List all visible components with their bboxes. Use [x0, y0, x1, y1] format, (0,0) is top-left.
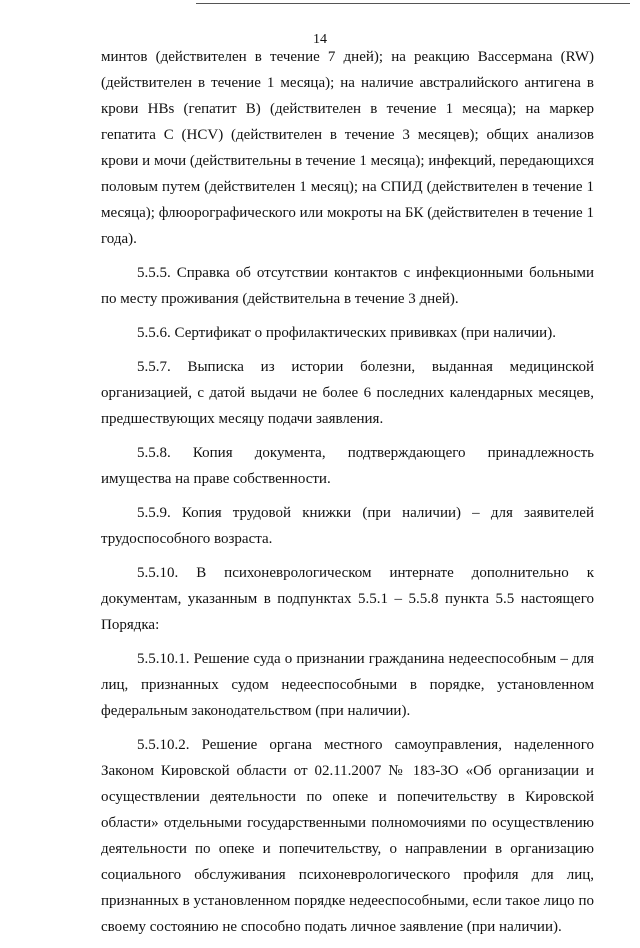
paragraph-5-5-5: 5.5.5. Справка об отсутствии контактов с инфекционными больными по месту проживания (действительна в течение 3 дней).	[101, 265, 594, 307]
paragraph-5-5-9: 5.5.9. Копия трудовой книжки (при наличии) – для заявителей трудоспособного возраста.	[101, 505, 594, 547]
document-body	[101, 44, 594, 948]
top-border-line	[196, 3, 630, 4]
paragraph-5-5-10: 5.5.10. В психоневрологическом интернате дополнительно к документам, указанным в подпунктах 5.5.1 – 5.5.8 пункта 5.5 настоящего Порядка:	[101, 565, 594, 633]
paragraph-5-5-10-1: 5.5.10.1. Решение суда о признании гражданина недееспособным – для лиц, признанных судом недееспособными в порядке, установленном федеральным законодательством (при наличии).	[101, 651, 594, 719]
paragraph-continuation: минтов (действителен в течение 7 дней); на реакцию Вассермана (RW) (действителен в течение 1 месяца); на наличие австралийского антигена в крови HBs (гепатит В) (действителен в течение 1 месяца); на маркер гепатита С (HCV) (действителен в течение 3 месяцев); общих анализов крови и мочи (действительны в течение 1 месяца); инфекций, передающихся половым путем (действителен 1 месяц); на СПИД (действителен в течение 1 месяца); флюорографического или мокроты на БК (действителен в течение 1 года).	[101, 49, 594, 247]
paragraph-5-5-6: 5.5.6. Сертификат о профилактических прививках (при наличии).	[137, 325, 556, 341]
page-number: 14	[313, 32, 327, 47]
paragraph-5-5-10-2: 5.5.10.2. Решение органа местного самоуправления, наделенного Законом Кировской области от 02.11.2007 № 183-ЗО «Об организации и осуществлении деятельности по опеке и попечительству в Кировской области» отдельными государственными полномочиями по осуществлению деятельности по опеке и попечительству, о направлении в организацию социального обслуживания психоневрологического профиля для лиц, признанных в установленном порядке недееспособными, если такое лицо по своему состоянию не способно подать личное заявление (при наличии).	[101, 737, 594, 935]
paragraph-5-5-8: 5.5.8. Копия документа, подтверждающего принадлежность имущества на праве собственности.	[101, 445, 594, 487]
paragraph-5-5-7: 5.5.7. Выписка из истории болезни, выданная медицинской организацией, с датой выдачи не более 6 последних календарных месяцев, предшествующих месяцу подачи заявления.	[101, 359, 594, 427]
